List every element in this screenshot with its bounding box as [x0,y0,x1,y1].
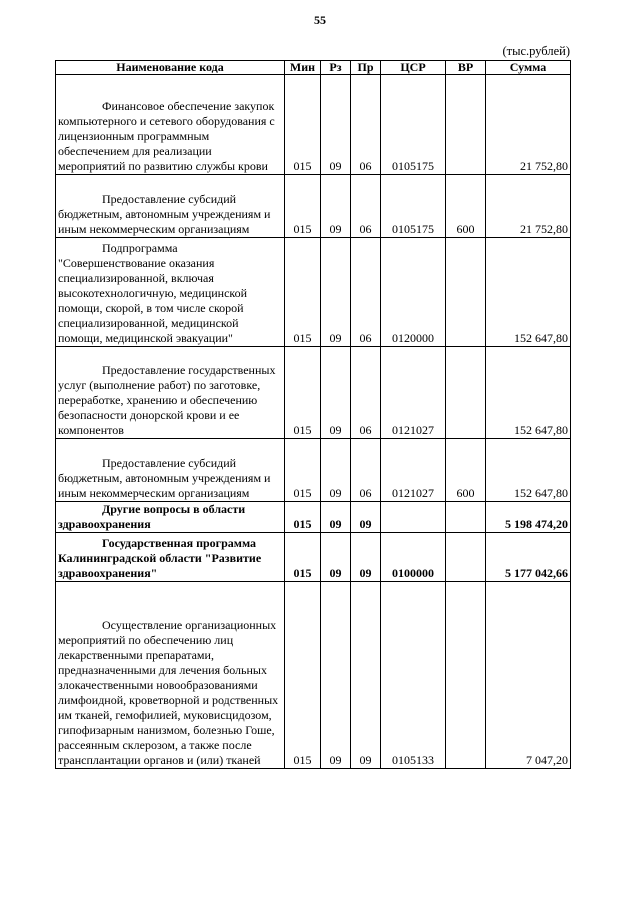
header-min: Мин [285,61,321,75]
row-pr: 06 [351,439,381,502]
row-pr: 06 [351,347,381,439]
row-csr: 0120000 [381,238,446,347]
budget-table [55,60,571,769]
page-number: 55 [314,13,326,27]
row-name-text: Предоставление субсидий бюджетным, автономным учреждениям и иным некоммерческим организациям [58,456,271,500]
row-rz: 09 [321,75,351,175]
row-min: 015 [285,175,321,238]
row-sum: 152 647,80 [486,439,571,502]
table-row [56,502,571,533]
row-name [56,533,285,582]
row-name [56,582,285,769]
table-row [56,175,571,238]
row-csr: 0105175 [381,175,446,238]
row-name-text: Подпрограмма "Совершенствование оказания специализированной, включая высокотехнологичную, медицинской помощи, скорой, в том числе скорой специализированной, медицинской помощи, медицинской эвакуации" [58,241,248,345]
row-name-text: Предоставление государственных услуг (выполнение работ) по заготовке, переработке, хранению и обеспечению безопасности донорской крови и ее компонентов [58,363,276,437]
header-vr: ВР [446,61,486,75]
table-row [56,238,571,347]
row-min: 015 [285,582,321,769]
table-row [56,582,571,769]
table-row [56,533,571,582]
row-rz: 09 [321,582,351,769]
table-row [56,75,571,175]
row-min: 015 [285,238,321,347]
row-min: 015 [285,502,321,533]
row-csr: 0100000 [381,533,446,582]
row-name-text: Другие вопросы в области здравоохранения [58,502,246,531]
row-rz: 09 [321,502,351,533]
row-pr: 09 [351,533,381,582]
row-csr: 0121027 [381,347,446,439]
units-label: (тыс.рублей) [502,44,570,58]
row-vr [446,347,486,439]
row-vr: 600 [446,439,486,502]
row-sum: 152 647,80 [486,347,571,439]
row-min: 015 [285,439,321,502]
row-sum: 7 047,20 [486,582,571,769]
header-pr: Пр [351,61,381,75]
row-sum: 5 198 474,20 [486,502,571,533]
row-min: 015 [285,533,321,582]
row-rz: 09 [321,238,351,347]
row-min: 015 [285,347,321,439]
row-csr: 0121027 [381,439,446,502]
row-rz: 09 [321,175,351,238]
row-pr: 09 [351,582,381,769]
row-sum: 21 752,80 [486,75,571,175]
row-sum: 5 177 042,66 [486,533,571,582]
row-name-text: Финансовое обеспечение закупок компьютерного и сетевого оборудования с лицензионным программным обеспечением для реализации мероприятий по развитию службы крови [58,99,275,173]
row-sum: 21 752,80 [486,175,571,238]
row-name-text: Государственная программа Калининградской области "Развитие здравоохранения" [58,536,262,580]
header-csr: ЦСР [381,61,446,75]
row-name-text: Предоставление субсидий бюджетным, автономным учреждениям и иным некоммерческим организациям [58,192,271,236]
header-sum: Сумма [486,61,571,75]
row-vr [446,533,486,582]
row-name [56,439,285,502]
row-vr: 600 [446,175,486,238]
row-name [56,75,285,175]
row-name [56,175,285,238]
table-header-row [56,61,571,75]
row-min: 015 [285,75,321,175]
row-rz: 09 [321,533,351,582]
row-rz: 09 [321,347,351,439]
row-pr: 09 [351,502,381,533]
table-row [56,347,571,439]
header-name: Наименование кода [56,61,285,75]
row-pr: 06 [351,175,381,238]
row-pr: 06 [351,238,381,347]
row-vr [446,75,486,175]
row-name [56,502,285,533]
row-csr [381,502,446,533]
row-pr: 06 [351,75,381,175]
header-rz: Рз [321,61,351,75]
row-vr [446,238,486,347]
row-vr [446,582,486,769]
row-rz: 09 [321,439,351,502]
row-name [56,347,285,439]
row-sum: 152 647,80 [486,238,571,347]
row-name-text: Осуществление организационных мероприятий по обеспечению лиц лекарственными препаратами, предназначенными для лечения больных злокачественными новообразованиями лимфоидной, кроветворной и родственных им тканей, гемофилией, муковисцидозом, гипофизарным нанизмом, болезнью Гоше, рассеянным склерозом, а также после трансплантации органов и (или) тканей [58,618,279,767]
row-name [56,238,285,347]
table-row [56,439,571,502]
row-csr: 0105175 [381,75,446,175]
row-csr: 0105133 [381,582,446,769]
row-vr [446,502,486,533]
